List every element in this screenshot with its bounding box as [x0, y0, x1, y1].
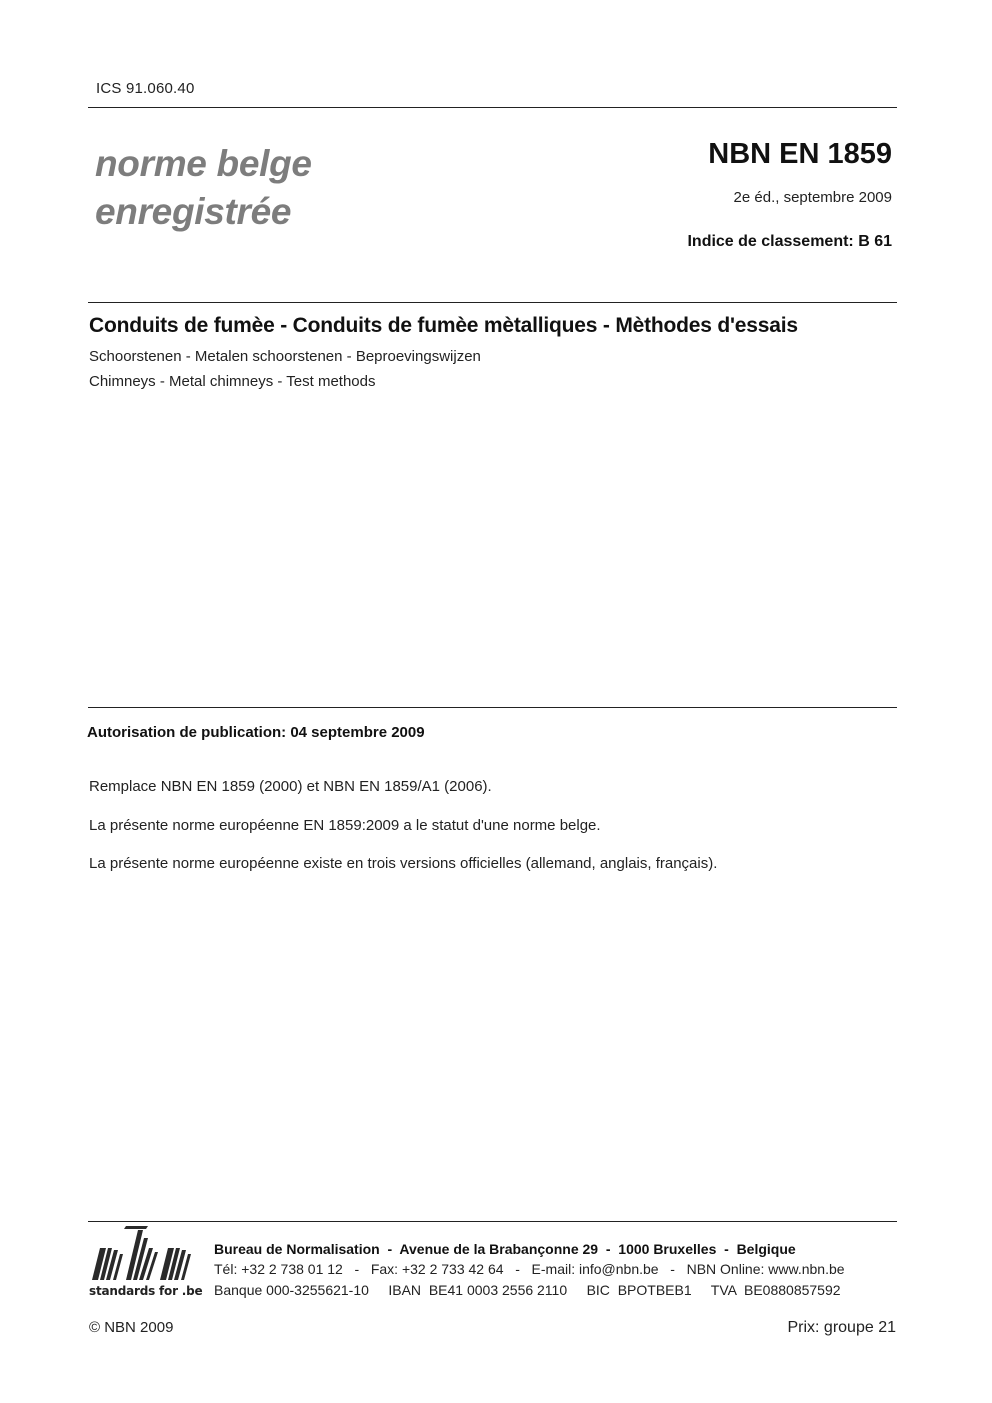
standard-code: NBN EN 1859: [708, 138, 892, 170]
status-paragraph: La présente norme européenne EN 1859:2009 a le statut d'une norme belge.: [89, 817, 601, 834]
edition-date: 2e éd., septembre 2009: [733, 189, 892, 206]
address-line-1: Bureau de Normalisation - Avenue de la Brabançonne 29 - 1000 Bruxelles - Belgique: [214, 1241, 796, 1257]
header-divider: [88, 107, 897, 108]
norme-line-1: norme belge: [95, 143, 312, 184]
copyright: © NBN 2009: [89, 1319, 174, 1336]
body-divider: [88, 707, 897, 708]
title-dutch: Schoorstenen - Metalen schoorstenen - Beproevingswijzen: [89, 348, 481, 365]
nbn-logo: [86, 1226, 202, 1306]
bank-line: Banque 000-3255621-10 IBAN BE41 0003 2556 2110 BIC BPOTBEB1 TVA BE0880857592: [214, 1282, 841, 1298]
versions-paragraph: La présente norme européenne existe en trois versions officielles (allemand, anglais, français).: [89, 855, 718, 872]
nbn-logo-mark: [86, 1226, 202, 1284]
title-divider: [88, 302, 897, 303]
contact-line: Tél: +32 2 738 01 12 - Fax: +32 2 733 42 64 - E-mail: info@nbn.be - NBN Online: www.nbn.be: [214, 1261, 845, 1277]
replaces-paragraph: Remplace NBN EN 1859 (2000) et NBN EN 1859/A1 (2006).: [89, 778, 492, 795]
classification-index: Indice de classement: B 61: [687, 233, 892, 250]
norme-label: [95, 140, 312, 236]
publication-authorisation: Autorisation de publication: 04 septembre 2009: [87, 724, 425, 741]
ics-code: ICS 91.060.40: [96, 80, 195, 97]
footer-divider: [88, 1221, 897, 1222]
norme-line-2: enregistrée: [95, 191, 292, 232]
title-english: Chimneys - Metal chimneys - Test methods: [89, 373, 376, 390]
title-french: Conduits de fumèe - Conduits de fumèe mètalliques - Mèthodes d'essais: [89, 314, 798, 337]
price-group: Prix: groupe 21: [787, 1319, 896, 1336]
logo-tagline: standards for .be: [89, 1284, 203, 1298]
